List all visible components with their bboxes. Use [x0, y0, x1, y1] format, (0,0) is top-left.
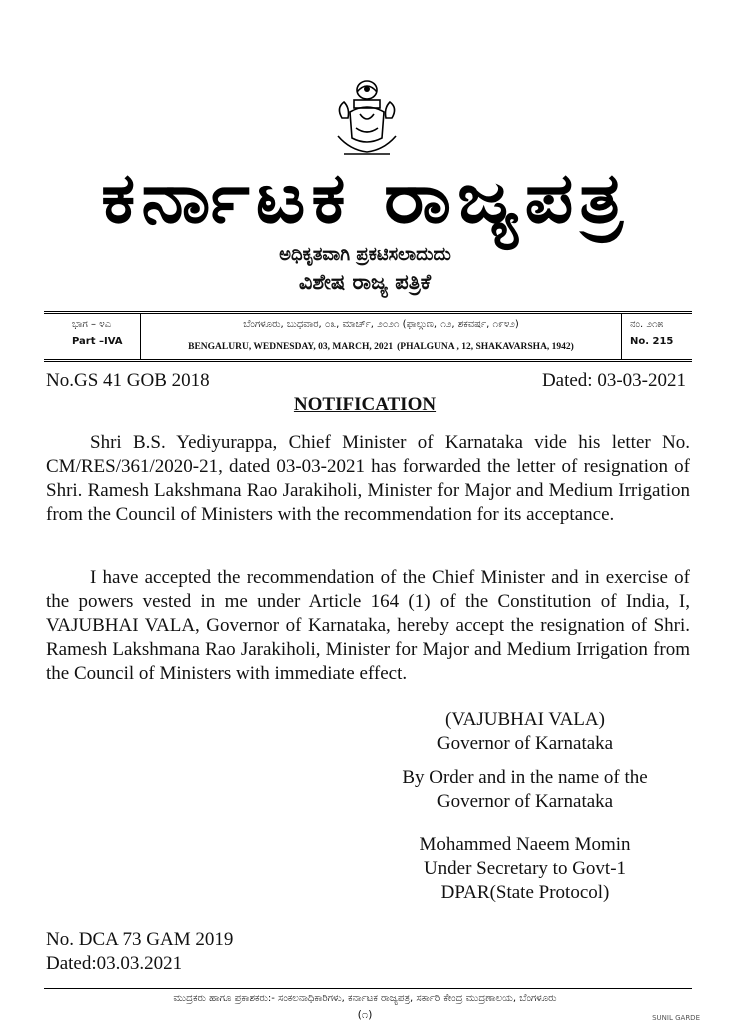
paragraph-text: I have accepted the recommendation of the Chief Minister and in exercise of the powers vested in me under Article 164 (1) of the Constitution of India, I, VAJUBHAI VALA, Governor of Karnataka, hereby accept the resignation of Shri. Ramesh Lakshmana Rao Jarakiholi, Minister for Major and Medium Irrigation from the Council of Ministers with immediate effect. — [46, 567, 690, 684]
digital-signature-watermark: SUNIL GARDE — [652, 1014, 700, 1022]
part-cell — [44, 314, 141, 359]
governor-name: (VAJUBHAI VALA) — [445, 709, 605, 730]
issue-info-band — [44, 311, 692, 362]
footer-reference-number: No. DCA 73 GAM 2019 — [46, 929, 234, 950]
printer-line: ಮುದ್ರಕರು ಹಾಗೂ ಪ್ರಕಾಶಕರು:- ಸಂಕಲನಾಧಿಕಾರಿಗಳು, ಕರ್ನಾಟಕ ರಾಜ್ಯಪತ್ರ, ಸರ್ಕಾರಿ ಕೇಂದ್ರ ಮುದ್ರಣಾಲಯ, ಬೆಂಗಳೂರು — [173, 993, 557, 1004]
gazette-subtitle-line1: ಅಧಿಕೃತವಾಗಿ ಪ್ರಕಟಿಸಲಾದುದು — [279, 244, 451, 265]
notification-paragraph-2 — [46, 566, 690, 686]
page-number: (೧) — [357, 1008, 373, 1021]
issue-number-kannada: ನಂ. ೨೧೫ — [630, 319, 664, 330]
reference-number: No.GS 41 GOB 2018 — [46, 370, 210, 391]
part-kannada: ಭಾಗ – ೪ಎ — [72, 319, 112, 330]
date-english-saka: (PHALGUNA , 12, SHAKAVARSHA, 1942) — [397, 342, 574, 352]
governor-signature-block — [360, 708, 690, 756]
part-english: Part –IVA — [72, 336, 123, 347]
notification-heading: NOTIFICATION — [293, 394, 437, 415]
notification-paragraph-1 — [46, 431, 690, 527]
officer-name: Mohammed Naeem Momin — [419, 834, 631, 855]
date-english-line — [142, 336, 620, 354]
order-line-2: Governor of Karnataka — [436, 791, 614, 812]
date-english: BENGALURU, WEDNESDAY, 03, MARCH, 2021 — [188, 342, 394, 352]
footer-reference-date: Dated:03.03.2021 — [46, 953, 183, 974]
notification-date: Dated: 03-03-2021 — [541, 370, 686, 391]
officer-department: DPAR(State Protocol) — [440, 882, 610, 903]
order-block — [360, 766, 690, 814]
paragraph-text: Shri B.S. Yediyurappa, Chief Minister of Karnataka vide his letter No. CM/RES/361/2020-21, dated 03-03-2021 has forwarded the letter of resignation of Shri. Ramesh Lakshmana Rao Jarakiholi, Minister for Major and Medium Irrigation from the Council of Ministers with the recommendation for its acceptance. — [46, 432, 690, 525]
footer-divider — [44, 988, 692, 989]
date-kannada: ಬೆಂಗಳೂರು, ಬುಧವಾರ, ೦೩, ಮಾರ್ಚ್, ೨೦೨೧ (ಫಾಲ್ಗುಣ, ೧೨, ಶಕವರ್ಷ, ೧೯೪೨) — [243, 319, 519, 330]
governor-title: Governor of Karnataka — [436, 733, 614, 754]
issue-number-cell — [621, 314, 692, 359]
officer-block — [360, 833, 690, 905]
gazette-masthead-title: ಕರ್ನಾಟಕ ರಾಜ್ಯಪತ್ರ — [101, 156, 629, 239]
officer-title: Under Secretary to Govt-1 — [423, 858, 627, 879]
order-line-1: By Order and in the name of the — [402, 767, 648, 788]
date-cell — [142, 314, 620, 359]
issue-number-english: No. 215 — [630, 336, 674, 347]
gazette-subtitle-line2: ವಿಶೇಷ ರಾಜ್ಯ ಪತ್ರಿಕೆ — [298, 270, 432, 294]
state-emblem-icon — [330, 78, 404, 160]
